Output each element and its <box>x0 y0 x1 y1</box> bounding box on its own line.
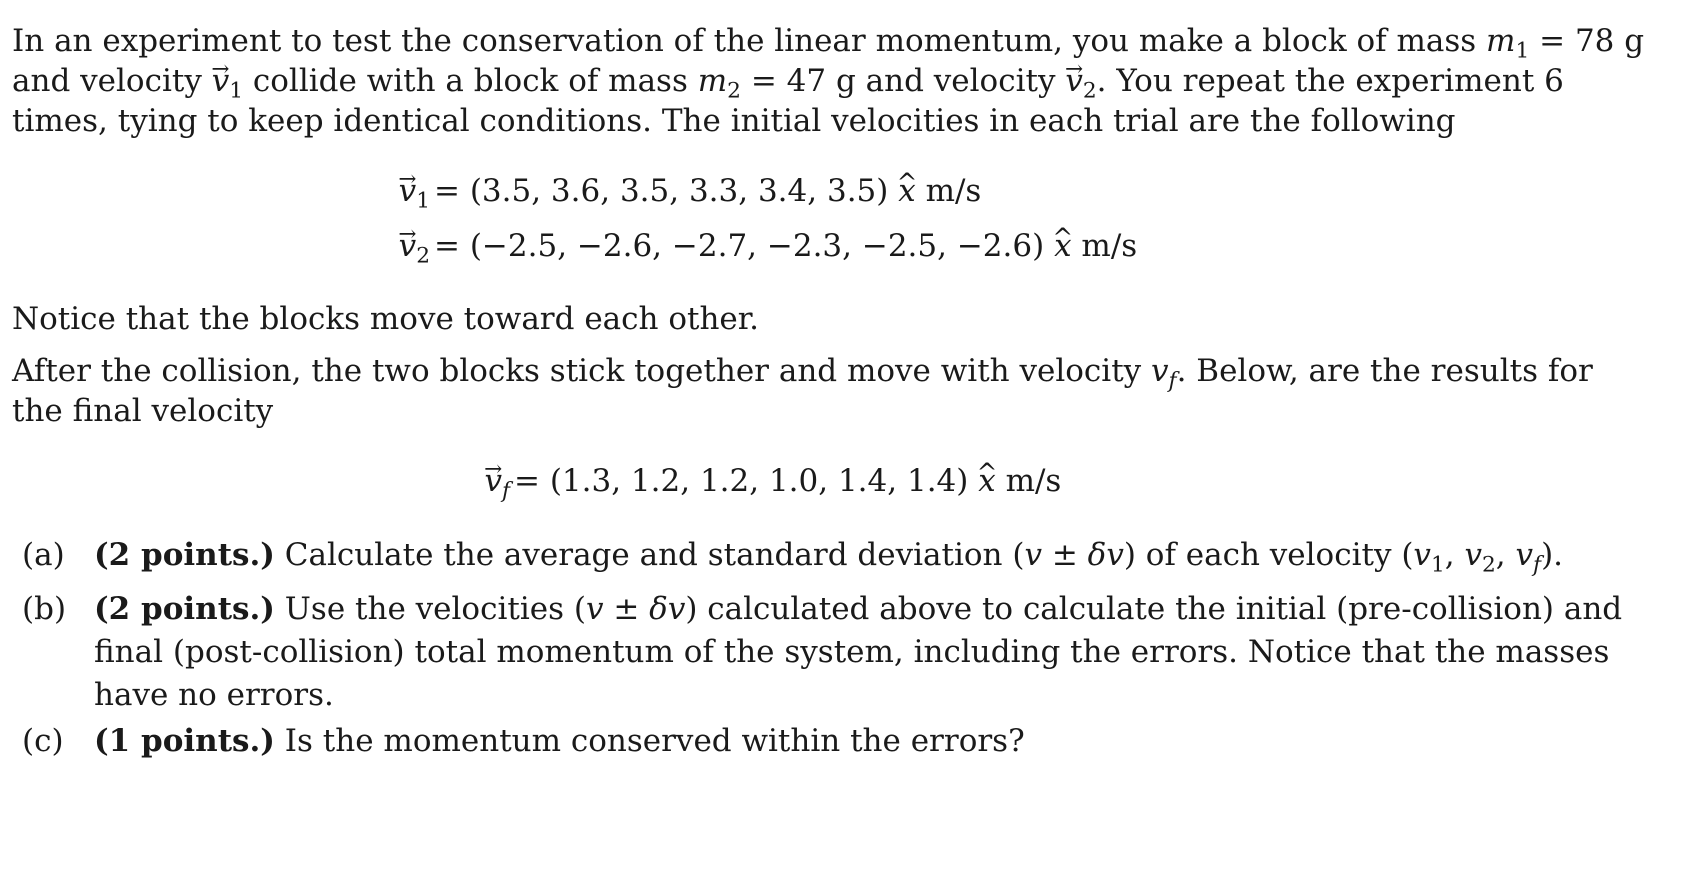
v2-unit: m/s <box>1081 228 1138 264</box>
question-c-text: Is the momentum conserved within the errors? <box>284 723 1025 759</box>
after-text-2: . Below, are the results for <box>1176 353 1593 389</box>
m2-symbol: $m_2$ <box>697 63 741 104</box>
vf-lhs: → $v_f$ <box>410 460 510 503</box>
m1-value: = 78 g <box>1539 23 1645 59</box>
question-b-text-2: ) calculated above to calculate the initial (pre-collision) and <box>685 591 1623 627</box>
question-a-points: (2 points.) <box>94 537 275 573</box>
vf-inline: $v_f$ <box>1151 353 1177 394</box>
intro-text-3: collide with a block of mass <box>252 63 688 99</box>
v1-rhs: = (3.5, 3.6, 3.5, 3.3, 3.4, 3.5) ^ x m/s <box>434 170 981 213</box>
intro-line-1 <box>12 20 1644 63</box>
notice-text: Notice that the blocks move toward each other. <box>12 301 760 337</box>
question-a-label: (a) <box>22 537 65 573</box>
question-a-text-2: ) of each velocity ( <box>1123 537 1414 573</box>
intro-line-3 <box>12 100 1456 143</box>
after-line-2: the final velocity <box>12 393 274 429</box>
question-a-text-1: Calculate the average and standard deviation ( <box>284 537 1025 573</box>
intro-text-4: . You repeat the experiment 6 <box>1096 63 1564 99</box>
m2-value: = 47 g and velocity <box>750 63 1056 99</box>
intro-text-1: In an experiment to test the conservation of the linear momentum, you make a block of mass <box>12 23 1477 59</box>
question-b-line-3: have no errors. <box>94 677 334 713</box>
v-pm-dv-b: v ± δv <box>585 591 686 627</box>
v2-vector-inline: → $v_2$ <box>1065 63 1096 99</box>
question-b-body <box>94 588 1623 717</box>
intro-text-5: times, tying to keep identical conditions. The initial velocities in each trial are the following <box>12 103 1456 139</box>
after-line-1 <box>12 350 1593 393</box>
m1-symbol: $m_1$ <box>1486 23 1530 64</box>
question-b-points: (2 points.) <box>94 591 275 627</box>
after-text-1: After the collision, the two blocks stick together and move with velocity <box>12 353 1142 389</box>
intro-line-2 <box>12 60 1564 103</box>
v2-rhs: = (−2.5, −2.6, −2.7, −2.3, −2.5, −2.6) ^ x m/s <box>434 225 1137 268</box>
vf-rhs: = (1.3, 1.2, 1.2, 1.0, 1.4, 1.4) ^ x m/s <box>514 460 1061 503</box>
question-c-body <box>94 720 1614 763</box>
question-a-body: (2 points.) Calculate the average and standard deviation (v ± δv) of each velocity ($v_1$, $v_2$, $v_f$). <box>94 537 1564 578</box>
question-c-label: (c) <box>22 723 64 759</box>
v1-sym-a: $v_1$ <box>1413 537 1445 578</box>
x-hat: ^ x <box>898 170 915 213</box>
v-pm-dv: v ± δv <box>1024 537 1124 573</box>
question-b-text-1: Use the velocities ( <box>284 591 586 627</box>
question-a-text-3: ). <box>1541 537 1564 573</box>
question-c-points: (1 points.) <box>94 723 275 759</box>
vf-unit: m/s <box>1005 463 1062 499</box>
question-b-line-1 <box>94 588 1623 631</box>
question-b-label: (b) <box>22 591 67 627</box>
v1-unit: m/s <box>925 173 982 209</box>
x-hat: ^ x <box>1054 225 1071 268</box>
x-hat: ^ x <box>978 460 995 503</box>
v1-vector-inline: → $v_1$ <box>212 63 243 99</box>
v2-lhs: → $v_2$ <box>330 225 430 268</box>
v1-lhs: → $v_1$ <box>330 170 430 213</box>
question-b-line-2: final (post-collision) total momentum of the system, including the errors. Notice that the masses <box>94 634 1610 670</box>
vf-sym-a: $v_f$ <box>1515 537 1542 578</box>
v2-sym-a: $v_2$ <box>1464 537 1496 578</box>
intro-text-2: and velocity <box>12 63 202 99</box>
